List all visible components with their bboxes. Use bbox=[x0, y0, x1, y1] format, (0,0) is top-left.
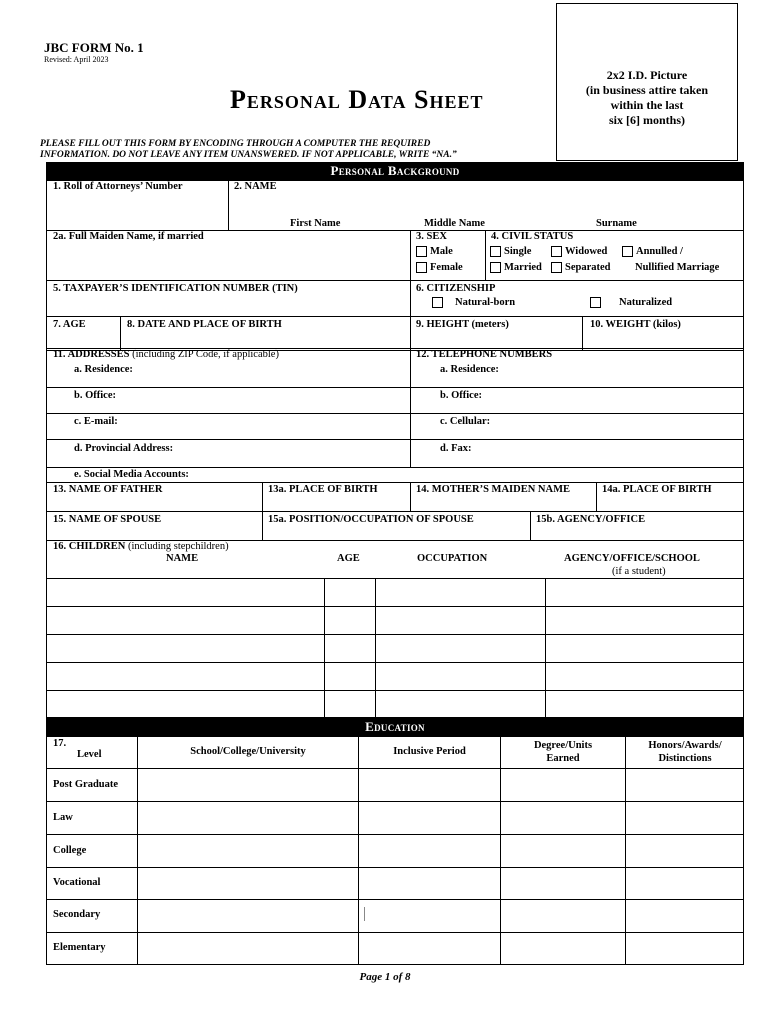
education-level-college: College bbox=[53, 845, 87, 856]
separated-option[interactable]: Separated bbox=[551, 262, 611, 273]
widowed-checkbox[interactable] bbox=[551, 246, 562, 257]
child-5-name-input[interactable] bbox=[47, 691, 323, 717]
spouse-label: 15. NAME OF SPOUSE bbox=[53, 514, 162, 525]
children-label: 16. CHILDREN (including stepchildren) bbox=[53, 541, 229, 552]
children-col-age: AGE bbox=[337, 553, 360, 564]
separated-checkbox[interactable] bbox=[551, 262, 562, 273]
natural-born-checkbox[interactable] bbox=[432, 297, 443, 308]
mother-pob-label: 14a. PLACE OF BIRTH bbox=[602, 484, 712, 495]
photo-line-3: within the last bbox=[610, 98, 684, 112]
widowed-option[interactable]: Widowed bbox=[551, 246, 607, 257]
revised-date: Revised: April 2023 bbox=[44, 55, 109, 64]
name-label: 2. NAME bbox=[234, 181, 277, 192]
father-label: 13. NAME OF FATHER bbox=[53, 484, 163, 495]
form-number: JBC FORM No. 1 bbox=[44, 40, 144, 55]
married-option[interactable]: Married bbox=[490, 262, 542, 273]
social-media-label: e. Social Media Accounts: bbox=[74, 469, 189, 480]
child-3-name-input[interactable] bbox=[47, 635, 323, 662]
first-name-label: First Name bbox=[290, 218, 341, 229]
female-checkbox[interactable] bbox=[416, 262, 427, 273]
photo-line-2: (in business attire taken bbox=[585, 83, 709, 97]
naturalized-option[interactable]: Naturalized bbox=[590, 297, 672, 308]
email-label: c. E-mail: bbox=[74, 416, 118, 427]
children-col-occupation: OCCUPATION bbox=[417, 553, 488, 564]
education-header: Education bbox=[46, 718, 744, 736]
annulled-option[interactable]: Annulled / bbox=[622, 246, 683, 257]
tel-office-label: b. Office: bbox=[440, 390, 482, 401]
sex-female-option[interactable]: Female bbox=[416, 262, 463, 273]
education-table bbox=[46, 736, 744, 965]
education-level-secondary: Secondary bbox=[53, 909, 101, 920]
children-col-name: NAME bbox=[166, 553, 199, 564]
citizenship-label: 6. CITIZENSHIP bbox=[416, 283, 496, 294]
office-address-label: b. Office: bbox=[74, 390, 116, 401]
education-col-school: School/College/University bbox=[190, 746, 306, 757]
education-col-honors-1: Honors/Awards/ bbox=[648, 740, 722, 751]
child-4-name-input[interactable] bbox=[47, 663, 323, 690]
father-pob-label: 13a. PLACE OF BIRTH bbox=[268, 484, 378, 495]
weight-label: 10. WEIGHT (kilos) bbox=[590, 319, 681, 330]
education-level-law: Law bbox=[53, 812, 73, 823]
dob-label: 8. DATE AND PLACE OF BIRTH bbox=[127, 319, 282, 330]
age-label: 7. AGE bbox=[53, 319, 86, 330]
photo-line-4: six [6] months) bbox=[608, 113, 685, 127]
naturalized-checkbox[interactable] bbox=[590, 297, 601, 308]
telephone-label: 12. TELEPHONE NUMBERS bbox=[416, 349, 553, 360]
maiden-name-label: 2a. Full Maiden Name, if married bbox=[53, 231, 204, 242]
education-level-elementary: Elementary bbox=[53, 942, 106, 953]
sex-male-option[interactable]: Male bbox=[416, 246, 453, 257]
addresses-label: 11. ADDRESSES (including ZIP Code, if applicable) bbox=[53, 349, 279, 360]
annulled-checkbox[interactable] bbox=[622, 246, 633, 257]
instructions-line-2: INFORMATION. DO NOT LEAVE ANY ITEM UNANSWERED. IF NOT APPLICABLE, WRITE “NA.” bbox=[40, 150, 457, 160]
education-col-degree-2: Earned bbox=[546, 753, 580, 764]
children-col-agency: AGENCY/OFFICE/SCHOOL bbox=[564, 553, 700, 564]
instructions-line-1: PLEASE FILL OUT THIS FORM BY ENCODING THROUGH A COMPUTER THE REQUIRED bbox=[40, 139, 431, 149]
name-input[interactable] bbox=[232, 196, 740, 216]
education-col-period: Inclusive Period bbox=[393, 746, 466, 757]
mother-label: 14. MOTHER’S MAIDEN NAME bbox=[416, 484, 570, 495]
roll-label: 1. Roll of Attorneys’ Number bbox=[53, 181, 183, 192]
tel-fax-label: d. Fax: bbox=[440, 443, 472, 454]
single-option[interactable]: Single bbox=[490, 246, 531, 257]
page-title: Personal Data Sheet bbox=[230, 85, 484, 114]
education-col-honors-2: Distinctions bbox=[658, 753, 712, 764]
education-col-degree-1: Degree/Units bbox=[533, 740, 593, 751]
middle-name-label: Middle Name bbox=[424, 218, 485, 229]
tel-residence-label: a. Residence: bbox=[440, 364, 499, 375]
spouse-agency-label: 15b. AGENCY/OFFICE bbox=[536, 514, 646, 525]
photo-line-1: 2x2 I.D. Picture bbox=[606, 68, 688, 82]
tel-cellular-label: c. Cellular: bbox=[440, 416, 491, 427]
surname-label: Surname bbox=[596, 218, 637, 229]
civil-status-label: 4. CIVIL STATUS bbox=[491, 231, 574, 242]
child-2-name-input[interactable] bbox=[47, 607, 323, 634]
male-checkbox[interactable] bbox=[416, 246, 427, 257]
page-number: Page 1 of 8 bbox=[359, 971, 411, 983]
education-col-level: Level bbox=[77, 749, 102, 760]
personal-background-header: Personal Background bbox=[46, 162, 744, 180]
spouse-position-label: 15a. POSITION/OCCUPATION OF SPOUSE bbox=[268, 514, 474, 525]
roll-input[interactable] bbox=[53, 196, 225, 228]
residence-address-label: a. Residence: bbox=[74, 364, 133, 375]
children-col-agency-note: (if a student) bbox=[612, 566, 666, 577]
education-level-post-graduate: Post Graduate bbox=[53, 779, 119, 790]
single-checkbox[interactable] bbox=[490, 246, 501, 257]
height-label: 9. HEIGHT (meters) bbox=[416, 319, 509, 330]
nullified-label: Nullified Marriage bbox=[635, 262, 720, 273]
photo-box[interactable] bbox=[556, 3, 738, 161]
education-number: 17. bbox=[53, 738, 67, 749]
sex-label: 3. SEX bbox=[416, 231, 447, 242]
married-checkbox[interactable] bbox=[490, 262, 501, 273]
provincial-address-label: d. Provincial Address: bbox=[74, 443, 174, 454]
tin-label: 5. TAXPAYER’S IDENTIFICATION NUMBER (TIN) bbox=[53, 283, 298, 294]
natural-born-option[interactable]: Natural-born bbox=[432, 297, 515, 308]
child-1-name-input[interactable] bbox=[47, 579, 323, 606]
education-level-vocational: Vocational bbox=[53, 877, 101, 888]
text-cursor bbox=[364, 907, 365, 921]
